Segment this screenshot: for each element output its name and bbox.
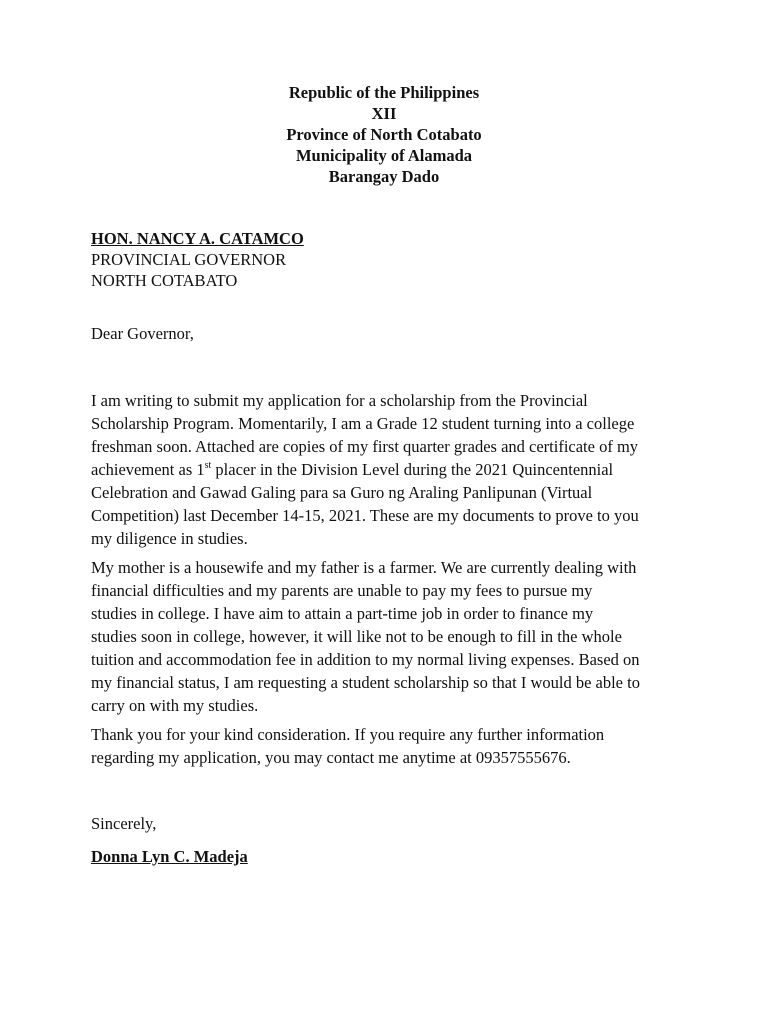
paragraph-line: Celebration and Gawad Galing para sa Guro ng Araling Panlipunan (Virtual: [91, 483, 593, 502]
body-paragraph-3: [91, 723, 691, 769]
paragraph-line: Scholarship Program. Momentarily, I am a Grade 12 student turning into a college: [91, 414, 635, 433]
placer-text: placer in the Division Level during the 2021 Quincentennial: [211, 460, 614, 479]
paragraph-line: tuition and accommodation fee in addition to my normal living expenses. Based on: [91, 650, 640, 669]
paragraph-line: Thank you for your kind consideration. If you require any further information: [91, 725, 605, 744]
body-paragraph-1: [91, 389, 691, 550]
letterhead-region: XII: [371, 104, 397, 123]
paragraph-line: regarding my application, you may contact me anytime at 09357555676.: [91, 748, 571, 767]
ordinal-superscript: st: [204, 460, 212, 471]
paragraph-line: Competition) last December 14-15, 2021. These are my documents to prove to you: [91, 506, 639, 525]
letterhead: [0, 82, 768, 187]
letterhead-province: Province of North Cotabato: [286, 125, 482, 144]
paragraph-line: my diligence in studies.: [91, 529, 248, 548]
salutation: Dear Governor,: [91, 324, 194, 343]
paragraph-line: freshman soon. Attached are copies of my first quarter grades and certificate of my: [91, 437, 639, 456]
recipient-location: NORTH COTABATO: [91, 271, 238, 290]
letterhead-country: Republic of the Philippines: [288, 83, 480, 102]
recipient-block: [91, 228, 304, 291]
paragraph-line: studies soon in college, however, it will like not to be enough to fill in the whole: [91, 627, 622, 646]
recipient-title: PROVINCIAL GOVERNOR: [91, 250, 287, 269]
recipient-name: HON. NANCY A. CATAMCO: [91, 229, 304, 248]
paragraph-line: My mother is a housewife and my father is a farmer. We are currently dealing with: [91, 558, 637, 577]
body-paragraph-2: [91, 556, 691, 717]
letterhead-municipality: Municipality of Alamada: [295, 146, 472, 165]
signature-name: Donna Lyn C. Madeja: [91, 847, 248, 866]
closing: Sincerely,: [91, 814, 157, 833]
achievement-text: achievement as 1: [91, 460, 205, 479]
letterhead-barangay: Barangay Dado: [328, 167, 440, 186]
paragraph-line: studies in college. I have aim to attain a part-time job in order to finance my: [91, 604, 594, 623]
paragraph-line: [91, 458, 691, 481]
paragraph-line: financial difficulties and my parents are unable to pay my fees to pursue my: [91, 581, 593, 600]
paragraph-line: my financial status, I am requesting a student scholarship so that I would be able to: [91, 673, 640, 692]
paragraph-line: carry on with my studies.: [91, 696, 259, 715]
paragraph-line: I am writing to submit my application for a scholarship from the Provincial: [91, 391, 588, 410]
